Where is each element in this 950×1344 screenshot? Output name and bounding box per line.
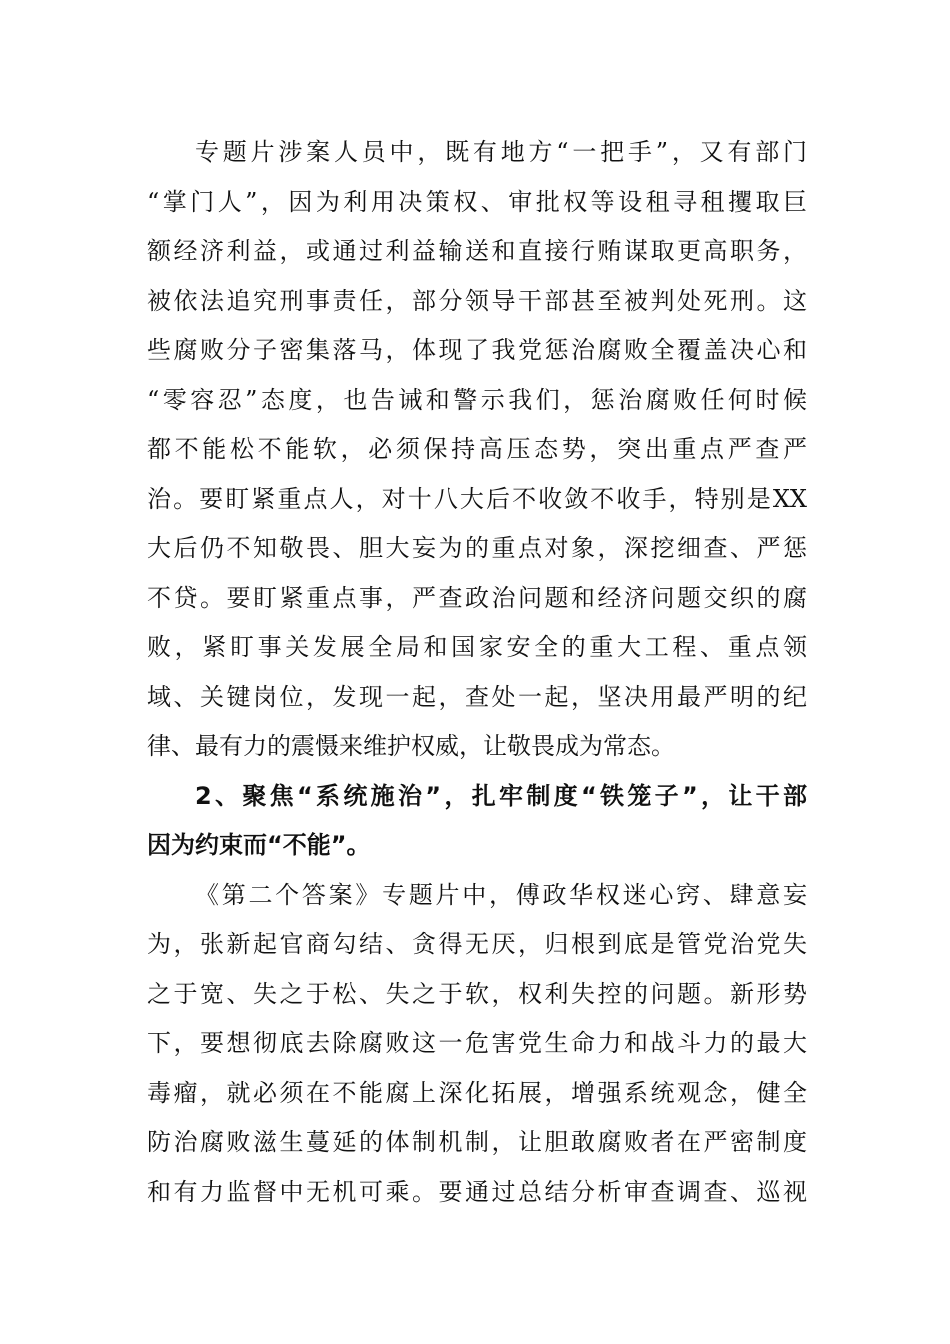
paragraph-line: 额经济利益，或通过利益输送和直接行贿谋取更高职务， — [147, 237, 807, 265]
paragraph-line: 和有力监督中无机可乘。要通过总结分析审查调查、巡视 — [147, 1177, 807, 1206]
paragraph-line: 大后仍不知敬畏、胆大妄为的重点对象，深挖细查、严惩 — [147, 534, 807, 562]
paragraph-line: 律、最有力的震慑来维护权威，让敬畏成为常态。 — [147, 732, 675, 760]
heading-line: 因为约束而“不能”。 — [147, 831, 371, 859]
section-heading-2 — [147, 772, 807, 871]
paragraph-line: 之于宽、失之于松、失之于软，权利失控的问题。新形势 — [147, 979, 807, 1008]
heading-line: 2、聚焦“系统施治”，扎牢制度“铁笼子”，让干部 — [195, 781, 807, 810]
paragraph-line: 下，要想彻底去除腐败这一危害党生命力和战斗力的最大 — [147, 1029, 807, 1057]
paragraph-line: 被依法追究刑事责任，部分领导干部甚至被判处死刑。这 — [147, 286, 807, 315]
paragraph-line: 域、关键岗位，发现一起，查处一起，坚决用最严明的纪 — [147, 682, 807, 711]
paragraph-2 — [147, 871, 807, 1218]
paragraph-line: 专题片涉案人员中，既有地方“一把手”，又有部门 — [195, 138, 807, 166]
paragraph-line: 防治腐败滋生蔓延的体制机制，让胆敢腐败者在严密制度 — [147, 1128, 807, 1156]
paragraph-line: “零容忍”态度，也告诫和警示我们，惩治腐败任何时候 — [147, 385, 807, 414]
paragraph-1 — [147, 128, 807, 772]
paragraph-line: 毒瘤，就必须在不能腐上深化拓展，增强系统观念，健全 — [147, 1078, 807, 1107]
paragraph-line: 败，紧盯事关发展全局和国家安全的重大工程、重点领 — [147, 633, 807, 661]
document-body — [147, 128, 807, 1217]
paragraph-line: 《第二个答案》专题片中，傅政华权迷心窍、肆意妄 — [195, 880, 807, 909]
paragraph-line: 治。要盯紧重点人，对十八大后不收敛不收手，特别是XX — [147, 484, 807, 513]
paragraph-line: 都不能松不能软，必须保持高压态势，突出重点严查严 — [147, 435, 807, 463]
paragraph-line: “掌门人”，因为利用决策权、审批权等设租寻租攫取巨 — [147, 187, 807, 216]
paragraph-line: 些腐败分子密集落马，体现了我党惩治腐败全覆盖决心和 — [147, 336, 807, 364]
paragraph-line: 不贷。要盯紧重点事，严查政治问题和经济问题交织的腐 — [147, 583, 807, 612]
paragraph-line: 为，张新起官商勾结、贪得无厌，归根到底是管党治党失 — [147, 930, 807, 958]
